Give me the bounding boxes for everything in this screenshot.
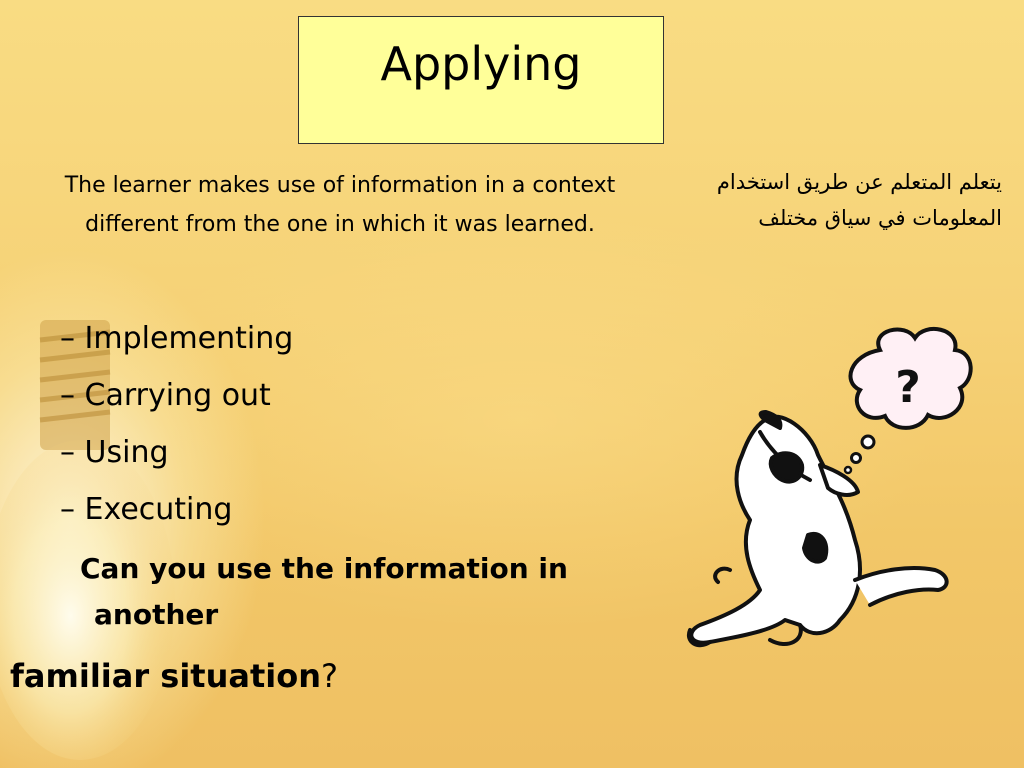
title-box	[298, 16, 664, 144]
question-mark: ?	[321, 657, 338, 695]
description-english-line2: different from the one in which it was learned.	[85, 212, 595, 237]
description-english-line1: The learner makes use of information in a context	[64, 173, 616, 198]
question-line1: Can you use the information in	[80, 552, 568, 585]
thinking-dog-icon	[670, 320, 990, 660]
description-english	[10, 166, 670, 244]
bullet-carrying-out: – Carrying out	[60, 378, 271, 413]
thought-cloud-icon	[845, 329, 971, 473]
bullet-list	[60, 310, 293, 538]
dog-figure-icon	[689, 412, 947, 645]
familiar-situation-text	[10, 654, 338, 698]
question-line2: another	[94, 598, 219, 631]
bullet-executing: – Executing	[60, 492, 233, 527]
bullet-implementing: – Implementing	[60, 321, 294, 356]
description-arabic-line1: يتعلم المتعلم عن طريق استخدام	[716, 170, 1002, 194]
slide-title: Applying	[380, 37, 582, 91]
question-text	[80, 546, 620, 638]
description-arabic	[630, 164, 1002, 236]
familiar-situation-bold: familiar situation	[10, 657, 321, 695]
bullet-using: – Using	[60, 435, 169, 470]
thought-question-symbol: ?	[895, 362, 921, 413]
description-arabic-line2: المعلومات في سياق مختلف	[758, 206, 1002, 230]
